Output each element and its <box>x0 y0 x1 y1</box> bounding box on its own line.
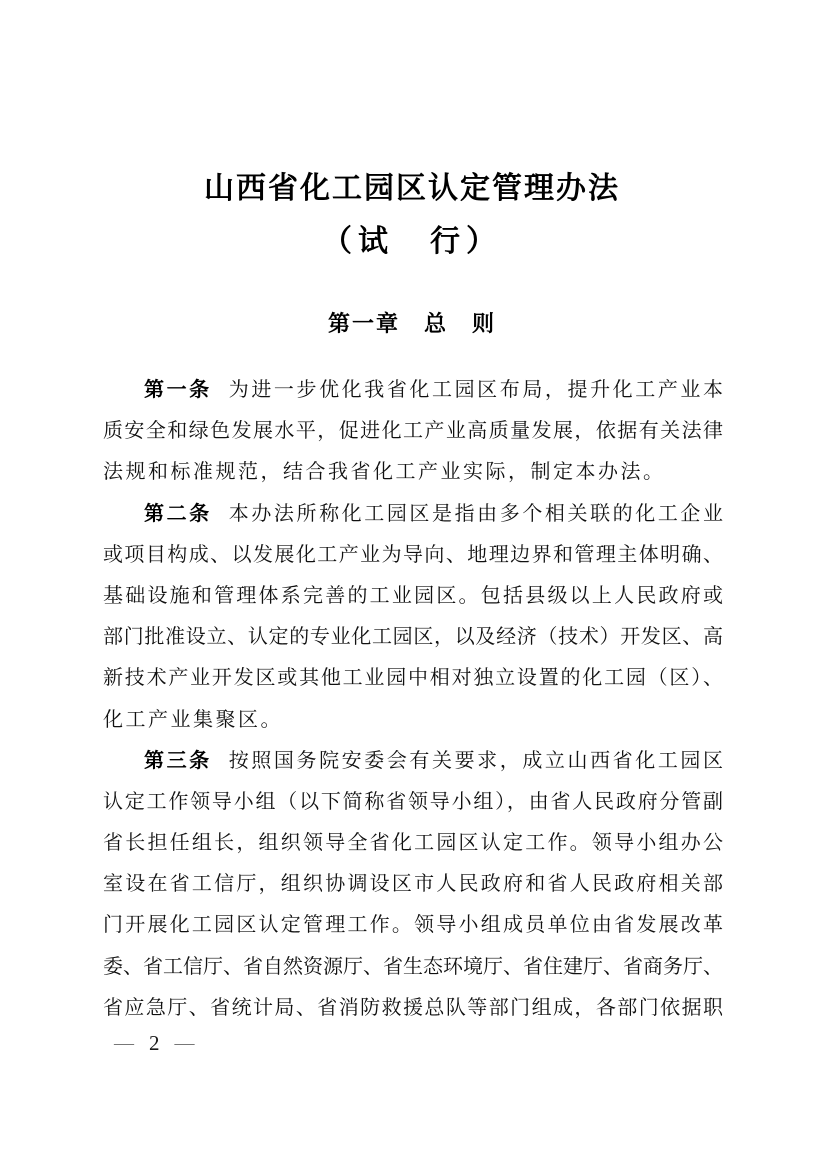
article-3-line-3: 省长担任组长，组织领导全省化工园区认定工作。领导小组办公 <box>103 832 723 855</box>
article-2-number: 第二条 <box>144 502 212 525</box>
article-3-line-4: 室设在省工信厅，组织协调设区市人民政府和省人民政府相关部 <box>103 873 723 896</box>
article-3-text: 按照国务院安委会有关要求，成立山西省化工园区 <box>228 749 723 772</box>
article-2-line-3: 基础设施和管理体系完善的工业园区。包括县级以上人民政府或 <box>103 584 723 607</box>
article-1-line-2: 质安全和绿色发展水平，促进化工产业高质量发展，依据有关法律 <box>103 420 723 443</box>
document-body <box>103 370 723 1029</box>
article-2-line-2: 或项目构成、以发展化工产业为导向、地理边界和管理主体明确、 <box>103 543 723 566</box>
article-3-line-2: 认定工作领导小组（以下简称省领导小组），由省人民政府分管副 <box>103 790 723 813</box>
article-3-line-5: 门开展化工园区认定管理工作。领导小组成员单位由省发展改革 <box>103 914 723 937</box>
footer-dash-left: — <box>114 1032 134 1054</box>
article-1-line-1 <box>103 370 723 411</box>
article-2-text: 本办法所称化工园区是指由多个相关联的化工企业 <box>228 502 723 525</box>
article-3-line-7: 省应急厅、省统计局、省消防救援总队等部门组成，各部门依据职 <box>103 996 723 1019</box>
article-2-line-5: 新技术产业开发区或其他工业园中相对独立设置的化工园（区）、 <box>103 667 723 690</box>
article-3-line-6: 委、省工信厅、省自然资源厅、省生态环境厅、省住建厅、省商务厅、 <box>103 955 723 978</box>
page-footer <box>114 1030 195 1056</box>
article-1-number: 第一条 <box>144 379 212 401</box>
article-1-line-3: 法规和标准规范，结合我省化工产业实际，制定本办法。 <box>103 461 666 484</box>
article-3-number: 第三条 <box>144 749 212 772</box>
article-2-line-4: 部门批准设立、认定的专业化工园区，以及经济（技术）开发区、高 <box>103 626 723 649</box>
article-1-text: 为进一步优化我省化工园区布局，提升化工产业本 <box>228 379 723 401</box>
article-2-line-1 <box>103 494 723 535</box>
document-title: 山西省化工园区认定管理办法 <box>204 172 620 205</box>
article-2-line-6: 化工产业集聚区。 <box>103 708 283 731</box>
document-subtitle: （试 行） <box>322 225 502 258</box>
article-3-line-1 <box>103 741 723 782</box>
footer-dash-right: — <box>174 1032 195 1054</box>
chapter-heading: 第一章 总 则 <box>327 311 496 336</box>
page-number: 2 <box>149 1031 160 1055</box>
